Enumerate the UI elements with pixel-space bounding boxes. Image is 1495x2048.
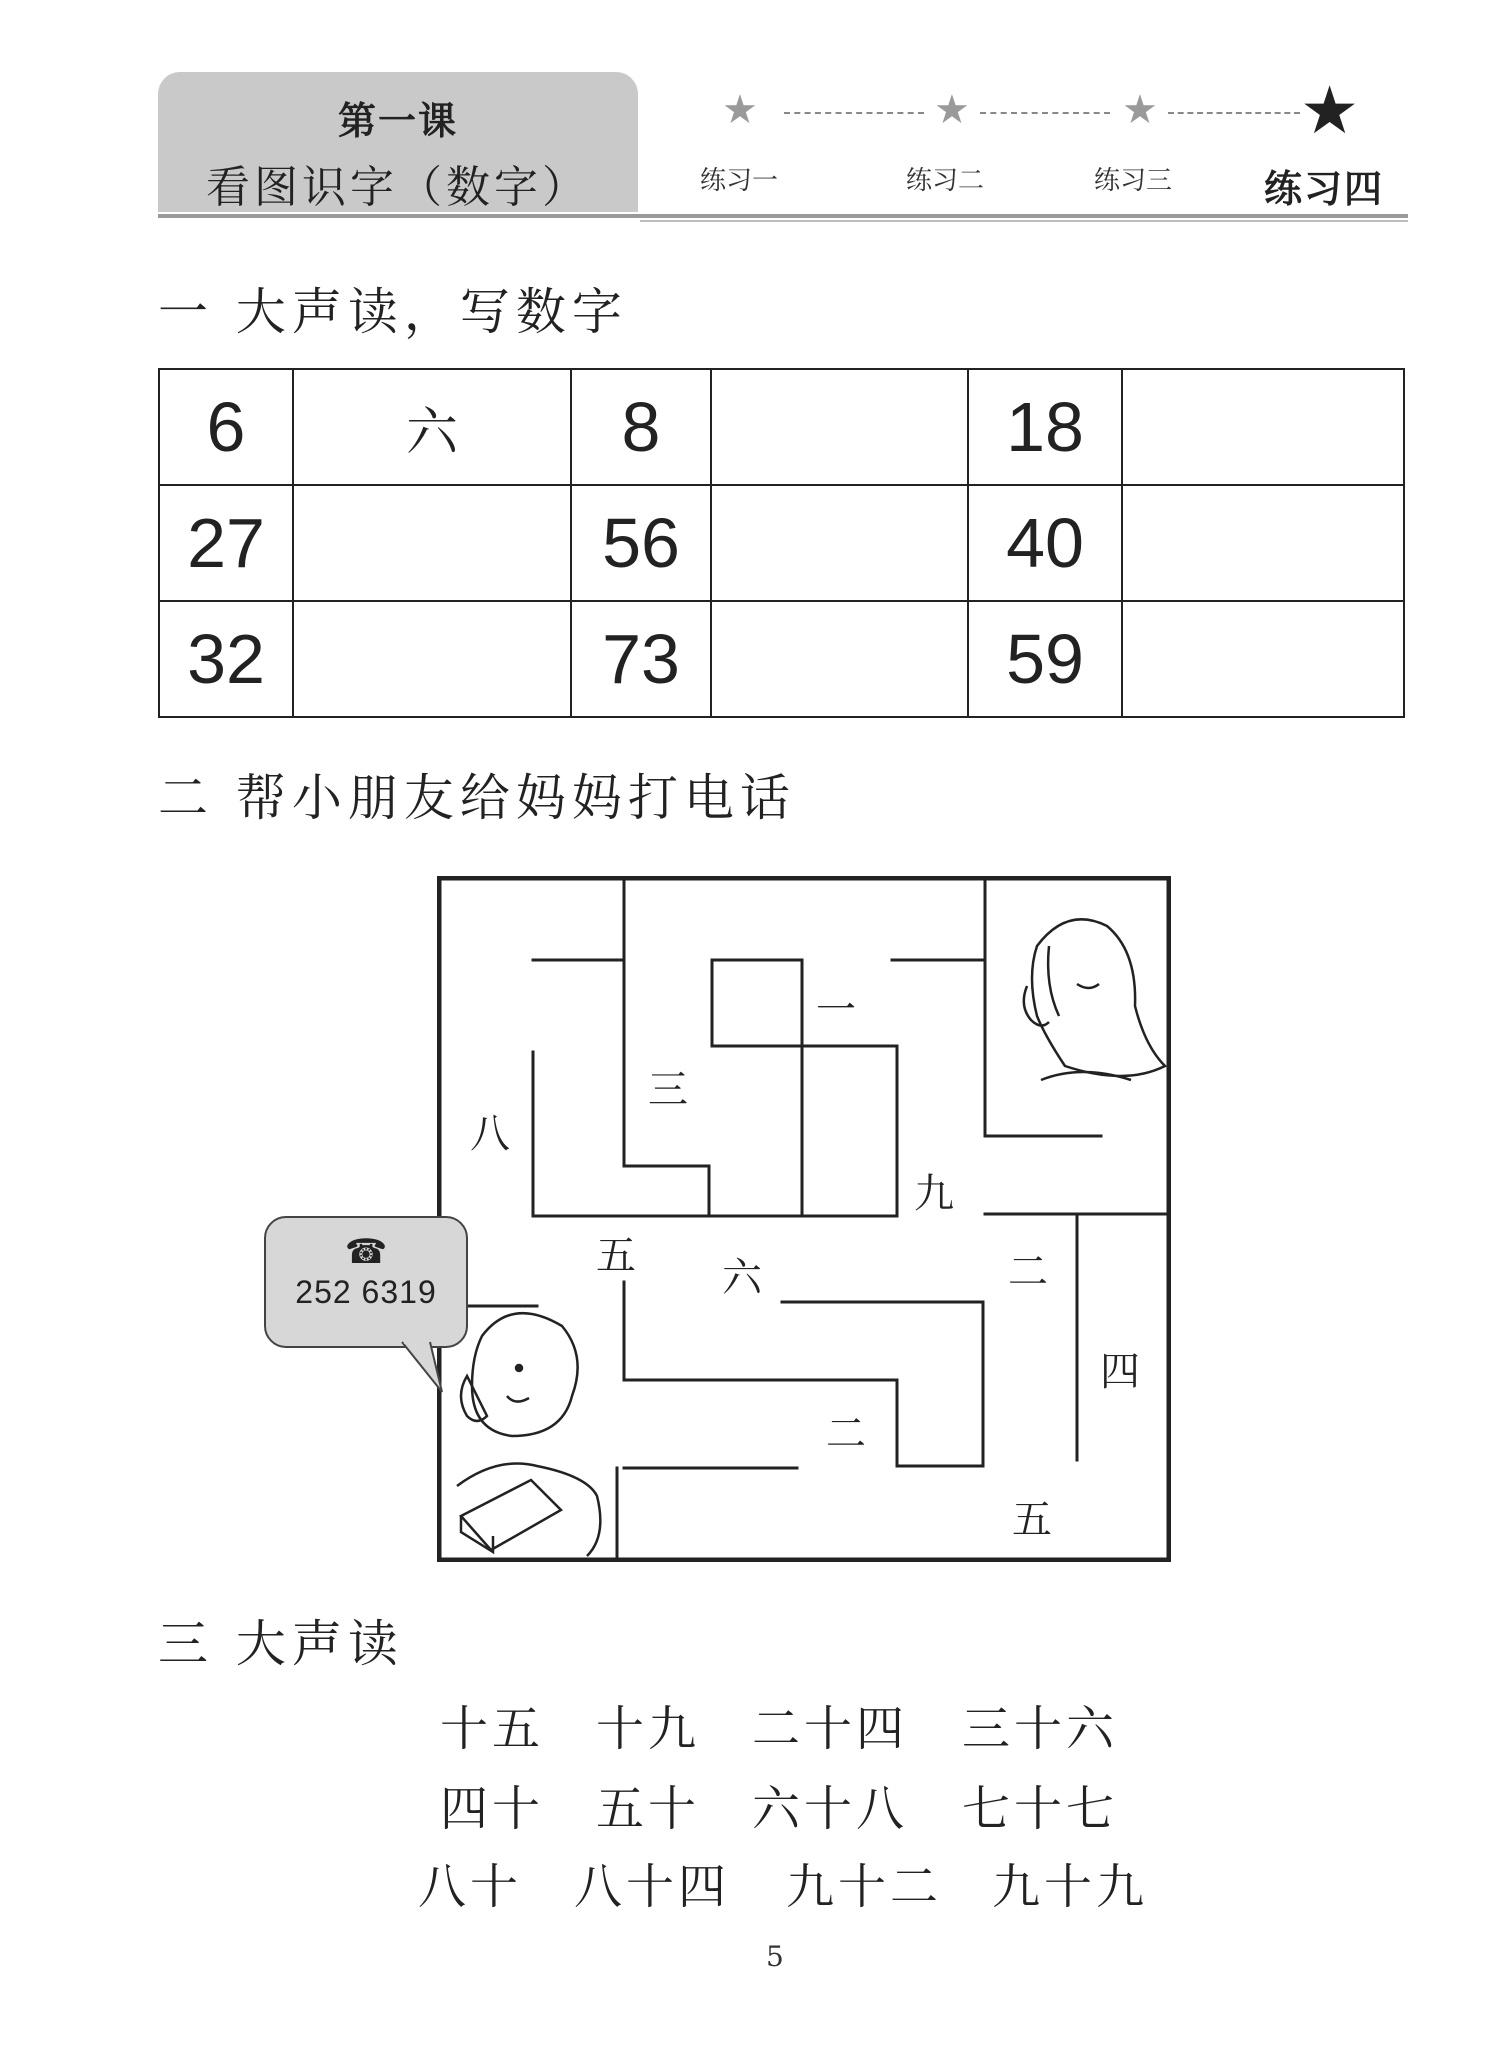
number-cell: 56 bbox=[571, 485, 711, 601]
reading-item: 八十四 bbox=[574, 1859, 731, 1915]
number-cell: 27 bbox=[159, 485, 293, 601]
number-cell: 73 bbox=[571, 601, 711, 717]
answer-cell[interactable] bbox=[293, 485, 571, 601]
answer-cell[interactable] bbox=[711, 601, 968, 717]
number-table bbox=[158, 368, 1405, 718]
number-cell: 32 bbox=[159, 601, 293, 717]
reading-item: 九十九 bbox=[992, 1859, 1149, 1915]
reading-item: 九十二 bbox=[786, 1859, 943, 1915]
table-row bbox=[159, 485, 1404, 601]
maze-wall bbox=[624, 1282, 983, 1466]
answer-cell[interactable] bbox=[711, 485, 968, 601]
reading-item: 二十四 bbox=[752, 1701, 909, 1757]
header-rule bbox=[640, 220, 1408, 222]
maze-wall bbox=[802, 1046, 897, 1216]
star-icon: ★ bbox=[934, 87, 970, 133]
exercise-label: 练习二 bbox=[906, 166, 985, 196]
mother-on-phone-illustration bbox=[1024, 919, 1165, 1080]
number-cell: 6 bbox=[159, 369, 293, 485]
maze-border bbox=[439, 878, 1169, 1560]
maze[interactable] bbox=[437, 876, 1171, 1562]
maze-label: 六 bbox=[722, 1255, 762, 1301]
reading-item: 四十 bbox=[440, 1781, 545, 1837]
number-cell: 59 bbox=[968, 601, 1122, 717]
reading-item: 十九 bbox=[596, 1701, 701, 1757]
section1-title: 一 大声读，写数字 bbox=[158, 283, 628, 341]
lesson-number: 第一课 bbox=[337, 98, 458, 143]
telephone-icon: ☎ bbox=[344, 1232, 388, 1272]
table-row bbox=[159, 601, 1404, 717]
maze-label: 二 bbox=[826, 1411, 866, 1457]
phone-number: 252 6319 bbox=[295, 1274, 437, 1310]
answer-cell[interactable] bbox=[711, 369, 968, 485]
child-on-phone-illustration bbox=[457, 1313, 600, 1556]
reading-item: 八十 bbox=[418, 1859, 523, 1915]
answer-cell[interactable] bbox=[1122, 601, 1404, 717]
answer-cell[interactable] bbox=[293, 601, 571, 717]
exercise-label: 练习三 bbox=[1094, 166, 1173, 196]
progress-divider bbox=[980, 112, 1110, 114]
lesson-title: 看图识字（数字） bbox=[206, 162, 590, 213]
star-icon: ★ bbox=[1122, 87, 1158, 133]
number-cell: 40 bbox=[968, 485, 1122, 601]
exercise-label: 练习一 bbox=[700, 166, 779, 196]
reading-item: 七十七 bbox=[962, 1781, 1119, 1837]
progress-divider bbox=[784, 112, 924, 114]
star-icon-current: ★ bbox=[1300, 72, 1360, 149]
number-cell: 18 bbox=[968, 369, 1122, 485]
maze-label: 九 bbox=[914, 1171, 954, 1217]
bubble-tail bbox=[400, 1340, 450, 1400]
answer-cell[interactable]: 六 bbox=[293, 369, 571, 485]
number-cell: 8 bbox=[571, 369, 711, 485]
section2-title: 二 帮小朋友给妈妈打电话 bbox=[158, 769, 796, 827]
maze-label: 五 bbox=[1012, 1497, 1052, 1543]
section3-title: 三 大声读 bbox=[158, 1615, 404, 1673]
maze-wall bbox=[712, 960, 802, 1046]
maze-wall bbox=[985, 878, 1101, 1136]
reading-item: 三十六 bbox=[962, 1701, 1119, 1757]
page-number: 5 bbox=[766, 1940, 784, 1973]
phone-number-bubble bbox=[264, 1216, 468, 1348]
maze-wall bbox=[624, 878, 709, 1216]
star-icon: ★ bbox=[722, 87, 758, 133]
maze-label: 八 bbox=[470, 1111, 510, 1157]
reading-item: 十五 bbox=[440, 1701, 545, 1757]
lesson-tab bbox=[158, 72, 638, 212]
maze-label: 五 bbox=[596, 1233, 636, 1279]
header-rule bbox=[158, 214, 1408, 218]
maze-label: 四 bbox=[1100, 1349, 1140, 1395]
maze-label: 一 bbox=[816, 987, 856, 1033]
maze-label: 三 bbox=[648, 1067, 688, 1113]
exercise-label-current: 练习四 bbox=[1264, 166, 1385, 211]
table-row bbox=[159, 369, 1404, 485]
answer-cell[interactable] bbox=[1122, 369, 1404, 485]
maze-label: 二 bbox=[1008, 1249, 1048, 1295]
answer-cell[interactable] bbox=[1122, 485, 1404, 601]
reading-item: 五十 bbox=[596, 1781, 701, 1837]
progress-divider bbox=[1168, 112, 1300, 114]
reading-item: 六十八 bbox=[752, 1781, 909, 1837]
